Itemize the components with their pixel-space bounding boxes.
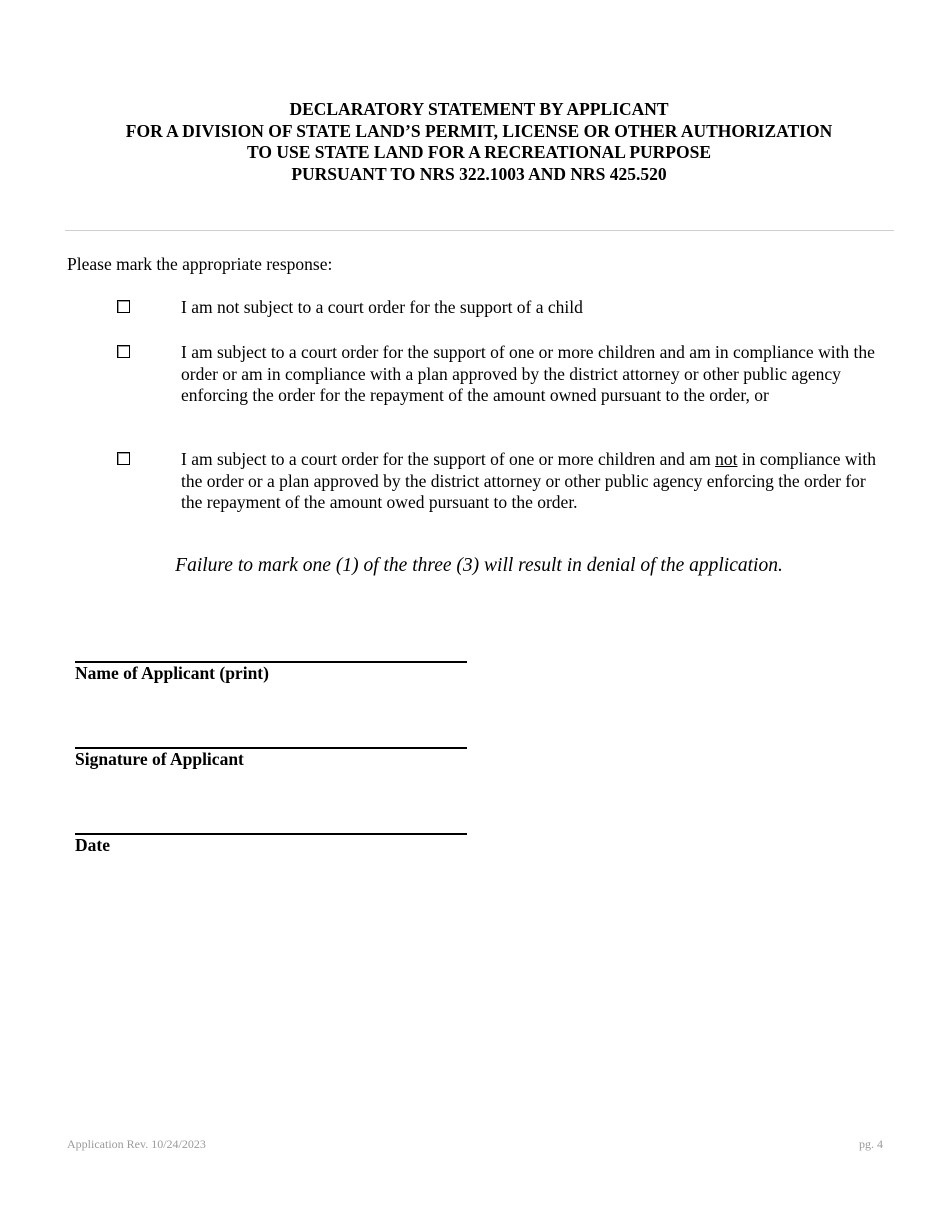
title-line: TO USE STATE LAND FOR A RECREATIONAL PURPOSE	[246, 142, 711, 162]
name-label: Name of Applicant (print)	[75, 663, 269, 683]
instruction-text: Please mark the appropriate response:	[67, 254, 333, 274]
header-divider	[65, 230, 894, 231]
date-label: Date	[75, 835, 110, 855]
warning-text: Failure to mark one (1) of the three (3) will result in denial of the application.	[175, 555, 783, 576]
checkbox-subject-not-in-compliance[interactable]	[117, 452, 130, 465]
title-line: DECLARATORY STATEMENT BY APPLICANT	[289, 99, 669, 119]
option-subject-in-compliance-label: I am subject to a court order for the support of one or more children and am in compliance with the order or am in compliance with a plan approved by the district attorney or other public agency enforcing the order for the repayment of the amount owned pursuant to the order, or	[181, 342, 875, 406]
footer-revision: Application Rev. 10/24/2023	[67, 1137, 206, 1151]
title-line: FOR A DIVISION OF STATE LAND’S PERMIT, LICENSE OR OTHER AUTHORIZATION	[125, 120, 833, 141]
option-text-after: in compliance with the order or a plan approved by the district attorney or other public agency enforcing the order for the repayment of the amount owed pursuant to the order.	[181, 449, 876, 513]
option-text-underlined: not	[715, 449, 738, 469]
document-title	[0, 99, 950, 185]
checkbox-not-subject[interactable]	[117, 300, 130, 313]
title-line: PURSUANT TO NRS 322.1003 AND NRS 425.520	[291, 163, 667, 184]
checkbox-subject-in-compliance[interactable]	[117, 345, 130, 358]
footer-page-number: pg. 4	[859, 1137, 883, 1151]
option-not-subject-label: I am not subject to a court order for the support of a child	[181, 297, 583, 317]
date-line[interactable]	[75, 833, 467, 835]
option-text-before: I am subject to a court order for the support of one or more children and am	[181, 449, 716, 469]
option-subject-not-in-compliance-label	[181, 449, 881, 514]
signature-label: Signature of Applicant	[75, 749, 244, 769]
